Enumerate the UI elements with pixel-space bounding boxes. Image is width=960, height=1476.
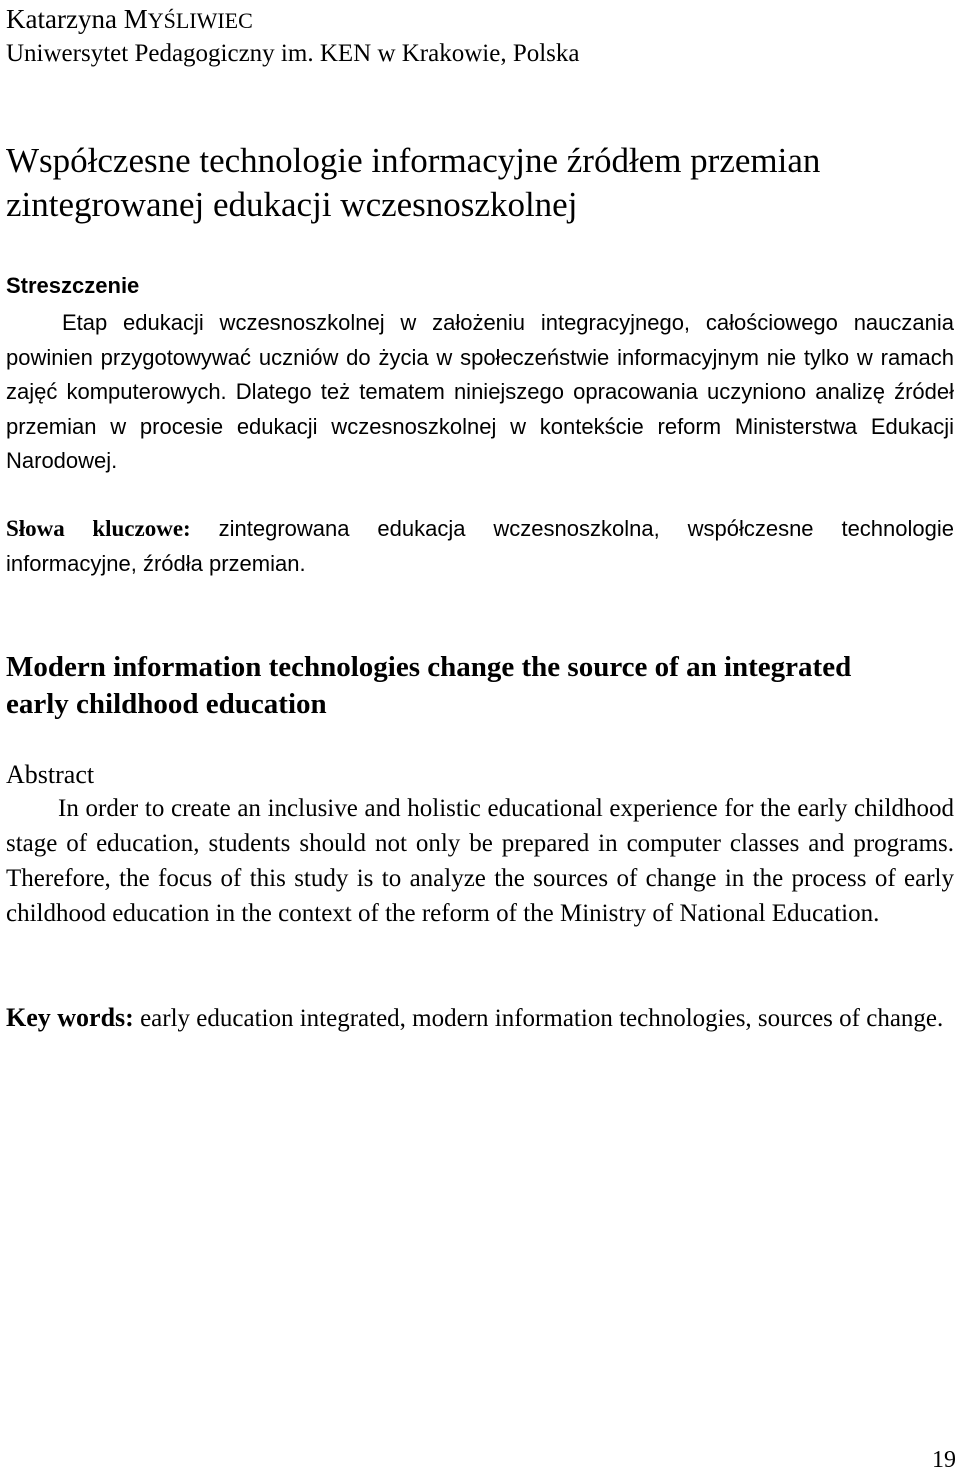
polish-keywords-text: zintegrowana edukacja wczesnoszkolna, współczesne technologie informacyjne, źródła przemian.	[6, 516, 954, 576]
polish-keywords	[6, 511, 954, 581]
english-title	[6, 649, 954, 723]
page-number: 19	[932, 1447, 956, 1473]
author-surname-initial: M	[123, 4, 148, 34]
english-title-line-2: early childhood education	[6, 688, 327, 720]
polish-title	[6, 139, 954, 227]
author-first-name: Katarzyna	[6, 4, 117, 34]
english-keywords-label: Key words:	[6, 1003, 134, 1032]
author-surname-rest: YŚLIWIEC	[147, 8, 253, 33]
english-keywords-text: early education integrated, modern information technologies, sources of change.	[140, 1005, 944, 1032]
author-name	[6, 4, 253, 36]
polish-abstract-text: Etap edukacji wczesnoszkolnej w założeniu integracyjnego, całościowego nauczania powinien przygotowywać uczniów do życia w społeczeństwie informacyjnym nie tylko w ramach zajęć komputerowych. Dlatego też tematem niniejszego opracowania uczyniono analizę źródeł przemian w procesie edukacji wczesnoszkolnej w kontekście reform Ministerstwa Edukacji Narodowej.	[6, 310, 954, 473]
english-keywords	[6, 1000, 954, 1036]
english-title-line-1: Modern information technologies change the source of an integrated	[6, 651, 852, 683]
author-affiliation: Uniwersytet Pedagogiczny im. KEN w Krakowie, Polska	[6, 40, 580, 67]
english-abstract-heading: Abstract	[6, 760, 95, 789]
polish-keywords-label: Słowa kluczowe:	[6, 516, 191, 541]
polish-title-line-1: Współczesne technologie informacyjne źródłem przemian	[6, 141, 821, 180]
polish-abstract-heading: Streszczenie	[6, 273, 140, 298]
polish-title-line-2: zintegrowanej edukacji wczesnoszkolnej	[6, 185, 578, 224]
english-abstract-text: In order to create an inclusive and holistic educational experience for the early childhood stage of education, students should not only be prepared in computer classes and programs. Therefore, the focus of this study is to analyze the sources of change in the process of early childhood education in the context of the reform of the Ministry of National Education.	[6, 795, 954, 927]
